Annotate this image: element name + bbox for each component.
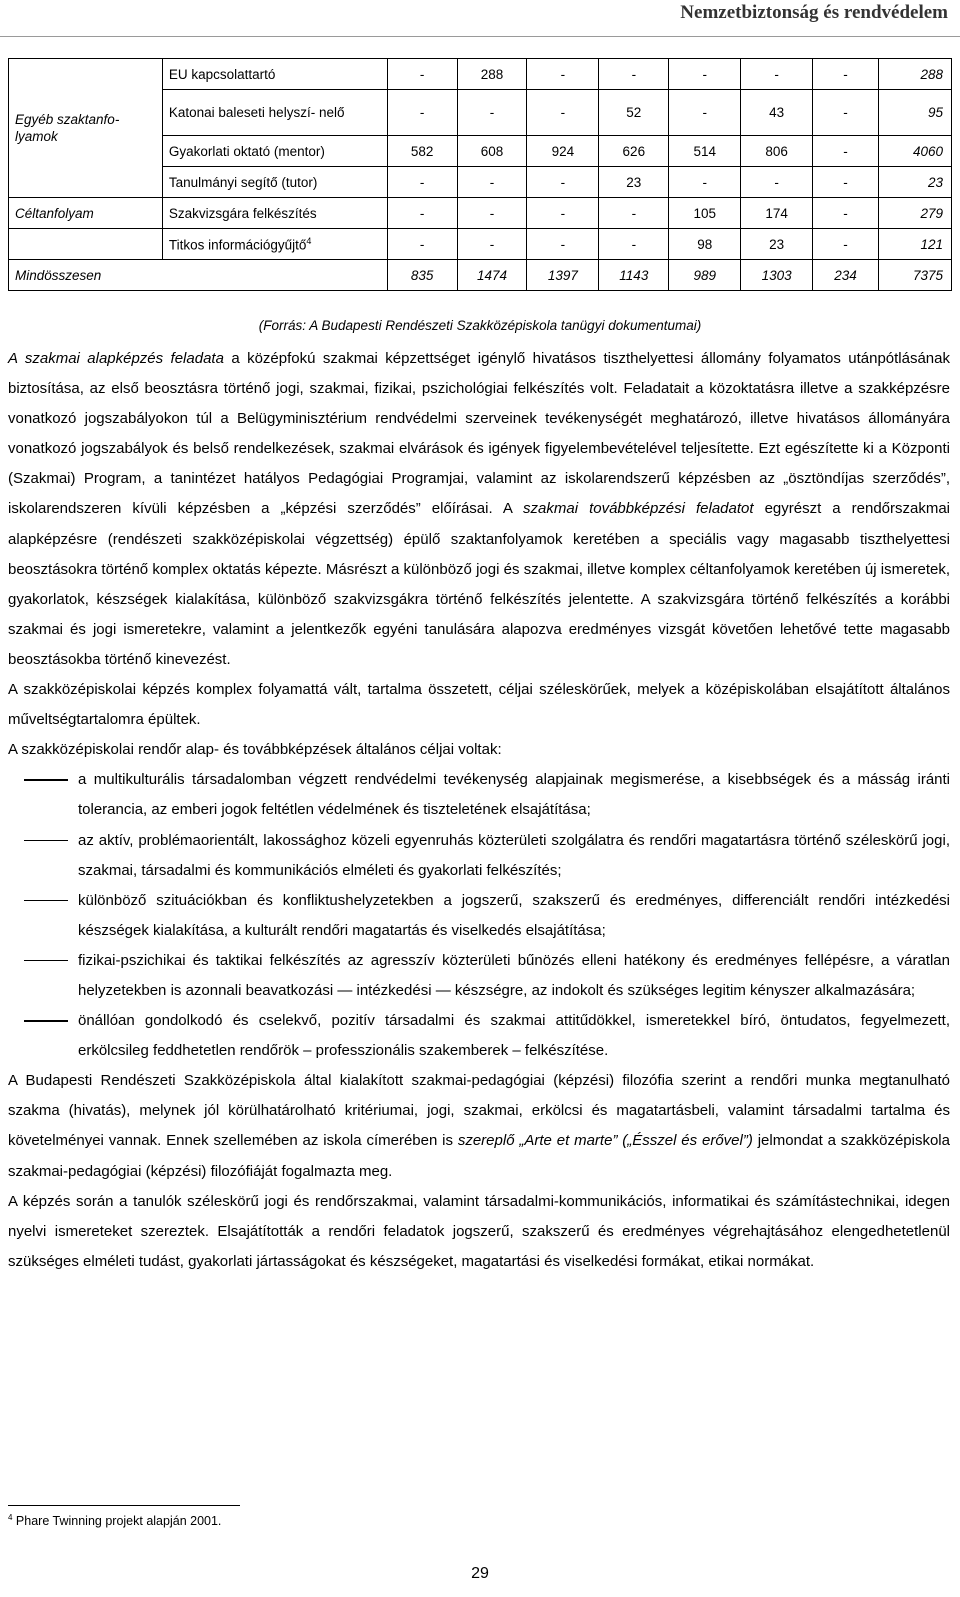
footnote-mark: 4 (8, 1513, 13, 1522)
group-cell: Céltanfolyam (9, 198, 163, 229)
value-cell: 626 (599, 136, 669, 167)
grand-total-cell: 7375 (878, 260, 951, 291)
total-value-cell: 234 (813, 260, 879, 291)
dash-bullet (24, 840, 68, 842)
group-cell: Egyéb szaktanfo- lyamok (9, 59, 163, 198)
list-item: a multikulturális társadalomban végzett rendvédelmi tevékenység alapjainak megismerése, a kisebbségek és a másság iránti tolerancia, az emberi jogok feltétlen védelmének és tiszteletének elsajátítása; (8, 765, 950, 825)
row-label: Tanulmányi segítő (tutor) (162, 167, 387, 198)
emphasis: szereplő „Arte et marte” („Ésszel és erővel”) (457, 1132, 753, 1150)
list-item: különböző szituációkban és konfliktushelyzetekben a jogszerű, szakszerű és eredményes, differenciált rendőri intézkedési készségek kialakítása, a kulturált rendőri magatartás és viselkedés elsajátítása; (8, 886, 950, 946)
value-cell: 582 (387, 136, 457, 167)
table-row (9, 229, 952, 260)
value-cell: - (813, 229, 879, 260)
paragraph: A szakközépiskolai képzés komplex folyamattá vált, tartalma összetett, céljai széleskörűek, melyek a középiskolában elsajátított általános műveltségtartalomra épültek. (8, 681, 950, 729)
value-cell: - (599, 59, 669, 90)
value-cell: - (669, 59, 741, 90)
footnote-ref: 4 (306, 235, 312, 246)
footnote-divider (8, 1505, 240, 1506)
row-label: EU kapcsolattartó (162, 59, 387, 90)
list-item: fizikai-pszichikai és taktikai felkészítés az agresszív közterületi bűnözés elleni hatékony és eredményes fellépésre, a váratlan helyzetekben is azonnali beavatkozási — intézkedési — készségre, az indokolt és szükséges legitim kényszer alkalmazására; (8, 946, 950, 1006)
total-label: Mindösszesen (9, 260, 388, 291)
total-cell: 95 (878, 90, 951, 136)
value-cell: 514 (669, 136, 741, 167)
table-row (9, 198, 952, 229)
total-row (9, 260, 952, 291)
value-cell: - (813, 90, 879, 136)
value-cell: - (387, 229, 457, 260)
total-value-cell: 1397 (527, 260, 599, 291)
total-value-cell: 1474 (457, 260, 527, 291)
value-cell: - (527, 198, 599, 229)
list-item: az aktív, problémaorientált, lakossághoz közeli egyenruhás közterületi szolgálatra és rendőri magatartásra történő széleskörű jogi, szakmai, társadalmi és kommunikációs elméleti és gyakorlati felkészítés; (8, 826, 950, 886)
article-body (8, 344, 950, 1277)
table-row (9, 59, 952, 90)
emphasis: A szakmai alapképzés feladata (8, 350, 224, 367)
value-cell: - (813, 198, 879, 229)
value-cell: - (669, 90, 741, 136)
total-cell: 4060 (878, 136, 951, 167)
footnote: $^4$ Phare Twinning projekt alapján 2001. (8, 1513, 222, 1529)
value-cell: 98 (669, 229, 741, 260)
dash-bullet (24, 900, 68, 902)
total-cell: 121 (878, 229, 951, 260)
dash-bullet (24, 1020, 68, 1022)
value-cell: - (457, 167, 527, 198)
page-number: 29 (471, 1565, 489, 1582)
row-label: Szakvizsgára felkészítés (162, 198, 387, 229)
value-cell: - (527, 229, 599, 260)
value-cell: - (457, 90, 527, 136)
journal-title: Nemzetbiztonság és rendvédelem (680, 2, 948, 23)
total-value-cell: 989 (669, 260, 741, 291)
value-cell: 288 (457, 59, 527, 90)
value-cell: - (813, 136, 879, 167)
value-cell: - (387, 198, 457, 229)
training-statistics-table (8, 58, 952, 291)
dash-bullet (24, 960, 68, 962)
paragraph: A szakközépiskolai rendőr alap- és továbbképzések általános céljai voltak: (8, 741, 502, 759)
list-item: önállóan gondolkodó és cselekvő, pozitív társadalmi és szakmai attitűdökkel, ismeretekkel bíró, öntudatos, fegyelmezett, erkölcsileg feddhetetlen rendőrök – professzionális szakemberek – felkészítése. (8, 1006, 950, 1066)
total-cell: 279 (878, 198, 951, 229)
value-cell: 924 (527, 136, 599, 167)
value-cell: - (527, 90, 599, 136)
value-cell: - (457, 229, 527, 260)
total-value-cell: 1303 (741, 260, 813, 291)
page-header (0, 0, 960, 37)
value-cell: - (387, 59, 457, 90)
dash-bullet (24, 779, 68, 781)
value-cell: - (387, 90, 457, 136)
row-label: Katonai baleseti helyszí- nelő (162, 90, 387, 136)
row-label: Titkos információgyűjtő$^4$ (162, 229, 387, 260)
value-cell: - (741, 167, 813, 198)
value-cell: - (741, 59, 813, 90)
paragraph: A szakmai alapképzés feladata a középfokú szakmai képzettséget igénylő hivatásos tiszthelyettesi állomány folyamatos utánpótlásának biztosítása, az első beosztásra történő jogi, szakmai, fizikai, pszichológiai felkészítés volt. Feladatait a közoktatásra illetve a szakképzésre vonatkozó jogszabályokon túl a Belügyminisztérium rendvédelmi szerveinek tevékenységét meghatározó, illetve hivatásos állományára vonatkozó jogszabályok és belső rendelkezések, szakmai elvárások és igények figyelembevételével teljesítette. Ezt egészítette ki a Központi (Szakmai) Program, a tanintézet hatályos Pedagógiai Programjai, valamint az iskolarendszerű képzésben az „ösztöndíjas szerződés”, iskolarendszeren kívüli képzésben a „képzési szerződés” előírásai. A szakmai továbbképzési feladatot egyrészt a rendőrszakmai alapképzésre (rendészeti szakközépiskolai végzettség) épülő szaktanfolyamok keretében a speciális vagy magasabb tiszthelyettesi beosztásokra történő komplex oktatás képezte. Másrészt a különböző jogi és szakmai, illetve komplex céltanfolyamok keretében új ismeretek, gyakorlatok, készségek kialakítása, különböző szakvizsgákra történő felkészítés jelentette. A szakvizsgára történő felkészítés a korábbi szakmai és jogi ismeretekre, valamint a jelentkezők egyéni tanulására alapozva eredményes vizsgát követően lehetővé tette magasabb beosztásokba történő kinevezést. (8, 350, 951, 668)
value-cell: 174 (741, 198, 813, 229)
table-source-caption: (Forrás: A Budapesti Rendészeti Szakközépiskola tanügyi dokumentumai) (258, 318, 702, 333)
value-cell: - (813, 59, 879, 90)
value-cell: - (527, 167, 599, 198)
goals-list (8, 765, 950, 1066)
group-cell (9, 229, 163, 260)
value-cell: 23 (741, 229, 813, 260)
paragraph: A Budapesti Rendészeti Szakközépiskola által kialakított szakmai-pedagógiai (képzési) filozófia szerint a rendőri munka megtanulható szakma (hivatás), melynek jól körülhatárolható kritériumai, jogi, szakmai, erkölcsi és magatartásbeli, valamint társadalmi tartalma és követelményei vannak. Ennek szellemében az iskola címerében is szereplő „Arte et marte” („Ésszel és erővel”) jelmondat a szakközépiskola szakmai-pedagógiai (képzési) filozófiáját fogalmazta meg. (8, 1072, 950, 1180)
value-cell: - (813, 167, 879, 198)
value-cell: - (387, 167, 457, 198)
value-cell: 105 (669, 198, 741, 229)
value-cell: - (669, 167, 741, 198)
value-cell: 608 (457, 136, 527, 167)
value-cell: 52 (599, 90, 669, 136)
value-cell: - (599, 198, 669, 229)
paragraph: A képzés során a tanulók széleskörű jogi és rendőrszakmai, valamint társadalmi-kommunikációs, informatikai és számítástechnikai, idegen nyelvi ismereteket szereztek. Elsajátították a rendőri feladatok jogszerű, szakszerű és eredményes végrehajtásához elengedhetetlenül szükséges elméleti tudást, gyakorlati jártasságokat és készségeket, magatartási és viselkedési formákat, etikai normákat. (8, 1192, 950, 1270)
value-cell: - (457, 198, 527, 229)
value-cell: 23 (599, 167, 669, 198)
value-cell: 43 (741, 90, 813, 136)
emphasis: szakmai továbbképzési feladatot (523, 500, 754, 518)
value-cell: 806 (741, 136, 813, 167)
total-value-cell: 1143 (599, 260, 669, 291)
total-cell: 288 (878, 59, 951, 90)
total-value-cell: 835 (387, 260, 457, 291)
row-label: Gyakorlati oktató (mentor) (162, 136, 387, 167)
value-cell: - (527, 59, 599, 90)
value-cell: - (599, 229, 669, 260)
total-cell: 23 (878, 167, 951, 198)
